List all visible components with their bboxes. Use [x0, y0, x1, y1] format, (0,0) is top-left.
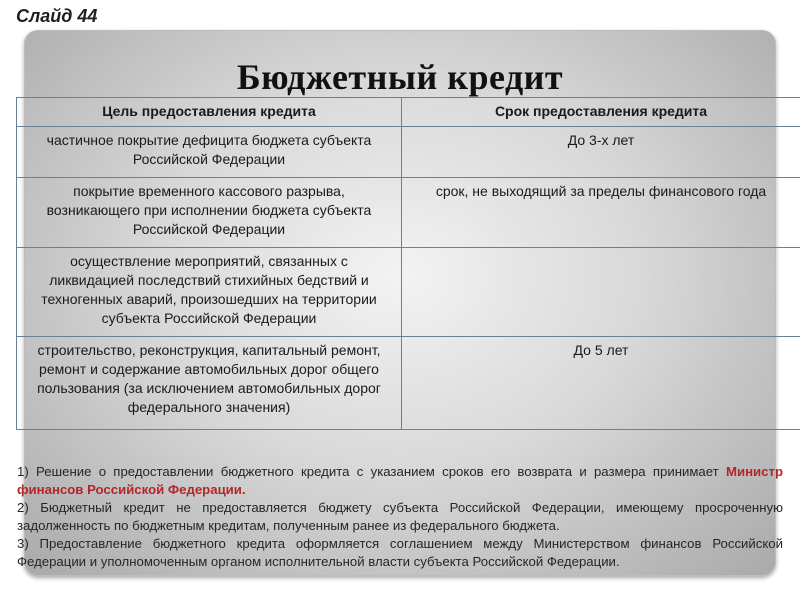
term-cell: До 5 лет [402, 337, 800, 430]
slide-number: Слайд 44 [16, 6, 98, 26]
budget-credit-table [16, 97, 800, 430]
note-2: 2) Бюджетный кредит не предоставляется бюджету субъекта Российской Федерации, имеющему просроченную задолженность по бюджетным кредитам, полученным ранее из федерального бюджета. [17, 500, 783, 533]
note-1-text: 1) Решение о предоставлении бюджетного кредита с указанием сроков его возврата и размера принимает [17, 464, 726, 479]
note-1 [17, 463, 783, 499]
term-cell: срок, не выходящий за пределы финансового года [402, 178, 800, 248]
note-1-highlight: Министр финансов Российской Федерации. [17, 464, 783, 497]
term-cell [402, 248, 800, 337]
table-row [17, 337, 800, 430]
purpose-cell: строительство, реконструкция, капитальный ремонт, ремонт и содержание автомобильных дорог общего пользования (за исключением автомобильных дорог федерального значения) [17, 337, 402, 430]
note-3: 3) Предоставление бюджетного кредита оформляется соглашением между Министерством финансов Российской Федерации и уполномоченным органом исполнительной власти субъекта Российской Федерации. [17, 536, 783, 569]
purpose-cell: частичное покрытие дефицита бюджета субъекта Российской Федерации [17, 127, 402, 178]
notes-block [17, 463, 783, 571]
table-row [17, 248, 800, 337]
slide-title: Бюджетный кредит [236, 57, 564, 97]
header-purpose: Цель предоставления кредита [17, 98, 402, 127]
table-row [17, 178, 800, 248]
table-header-row [17, 98, 800, 127]
table-row [17, 127, 800, 178]
header-term: Срок предоставления кредита [402, 98, 800, 127]
term-cell: До 3-х лет [402, 127, 800, 178]
purpose-cell: покрытие временного кассового разрыва, возникающего при исполнении бюджета субъекта Российской Федерации [17, 178, 402, 248]
purpose-cell: осуществление мероприятий, связанных с ликвидацией последствий стихийных бедствий и техногенных аварий, произошедших на территории субъекта Российской Федерации [17, 248, 402, 337]
